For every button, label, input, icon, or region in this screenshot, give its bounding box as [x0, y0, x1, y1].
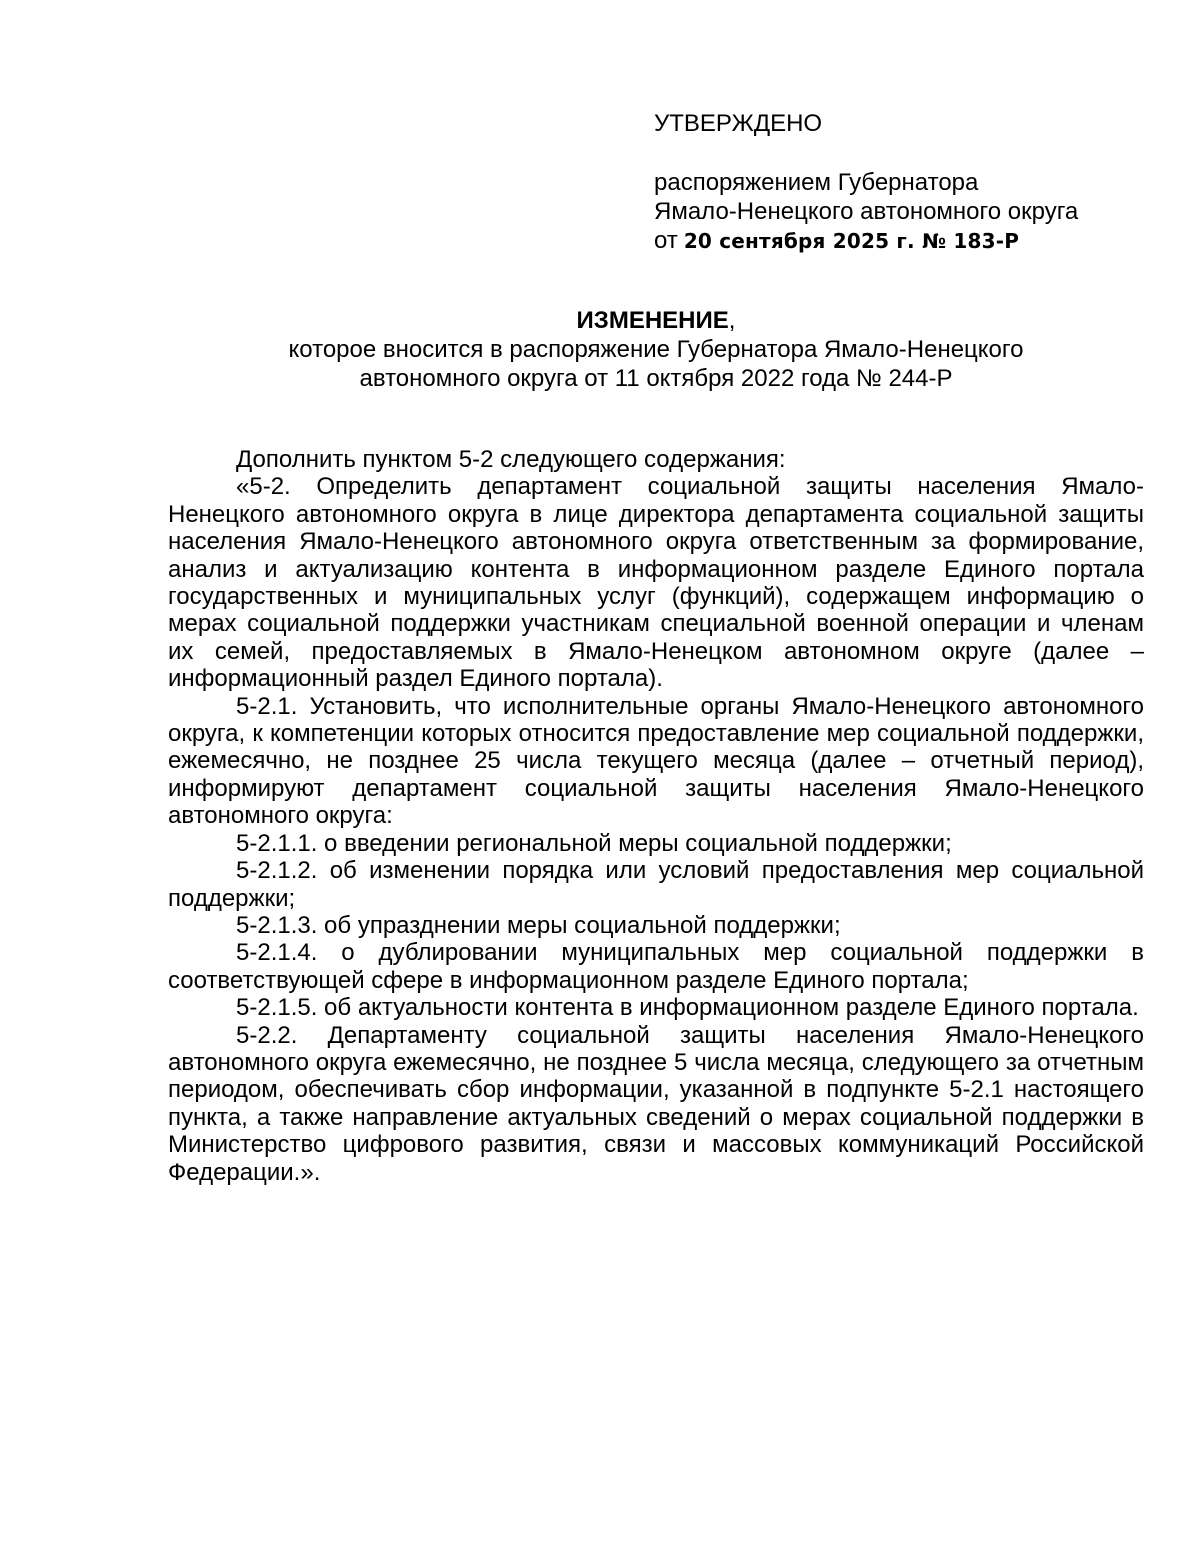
title-heading-suffix: , [728, 307, 736, 334]
title-heading: ИЗМЕНЕНИЕ [576, 307, 729, 334]
approval-line-1: распоряжением Губернатора [654, 169, 979, 196]
title-subtitle-line-1: которое вносится в распоряжение Губернатора Ямало-Ненецкого [288, 336, 1024, 363]
paragraph-5-2-1-4: 5-2.1.4. о дублировании муниципальных мер социальной поддержки в соответствующей сфере в информационном разделе Единого портала; [168, 939, 1144, 994]
paragraph-5-2-1-1: 5-2.1.1. о введении региональной меры социальной поддержки; [236, 829, 952, 857]
paragraph-5-2-2: 5-2.2. Департаменту социальной защиты населения Ямало-Ненецкого автономного округа ежемесячно, не позднее 5 числа месяца, следующего за отчетным периодом, обеспечивать сбор информации, указанной в подпункте 5-2.1 настоящего пункта, а также направление актуальных сведений о мерах социальной поддержки в Министерство цифрового развития, связи и массовых коммуникаций Российской Федерации.». [168, 1021, 1144, 1186]
approval-date-stamp: 20 сентября 2025 г. № 183-Р [683, 229, 1020, 253]
approval-date-prefix: от [654, 227, 678, 254]
approval-date-line [654, 226, 1174, 256]
paragraph-5-2-1-3: 5-2.1.3. об упразднении меры социальной поддержки; [236, 911, 841, 939]
paragraph-intro: Дополнить пунктом 5-2 следующего содержания: [236, 446, 786, 473]
approval-line-2: Ямало-Ненецкого автономного округа [654, 198, 1079, 225]
paragraph-5-2: «5-2. Определить департамент социальной защиты населения Ямало-Ненецкого автономного округа в лице директора департамента социальной защиты населения Ямало-Ненецкого автономного округа ответственным за формирование, анализ и актуализацию контента в информационном разделе Единого портала государственных и муниципальных услуг (функций), содержащем информацию о мерах социальной поддержки участникам специальной военной операции и членам их семей, предоставляемых в Ямало-Ненецком автономном округе (далее – информационный раздел Единого портала). [168, 473, 1144, 693]
title-subtitle-line-2: автономного округа от 11 октября 2022 года № 244-Р [359, 365, 953, 392]
document-body [168, 446, 1144, 1186]
approval-block [654, 109, 1174, 256]
paragraph-5-2-1-2: 5-2.1.2. об изменении порядка или условий предоставления мер социальной поддержки; [168, 857, 1144, 912]
title-heading-line [168, 306, 1144, 335]
document-title [168, 306, 1144, 393]
paragraph-5-2-1: 5-2.1. Установить, что исполнительные органы Ямало-Ненецкого автономного округа, к компетенции которых относится предоставление мер социальной поддержки, ежемесячно, не позднее 25 числа текущего месяца (далее – отчетный период), информируют департамент социальной защиты населения Ямало-Ненецкого автономного округа: [168, 692, 1144, 830]
approval-heading: УТВЕРЖДЕНО [654, 110, 823, 137]
paragraph-5-2-1-5: 5-2.1.5. об актуальности контента в информационном разделе Единого портала. [236, 994, 1139, 1022]
